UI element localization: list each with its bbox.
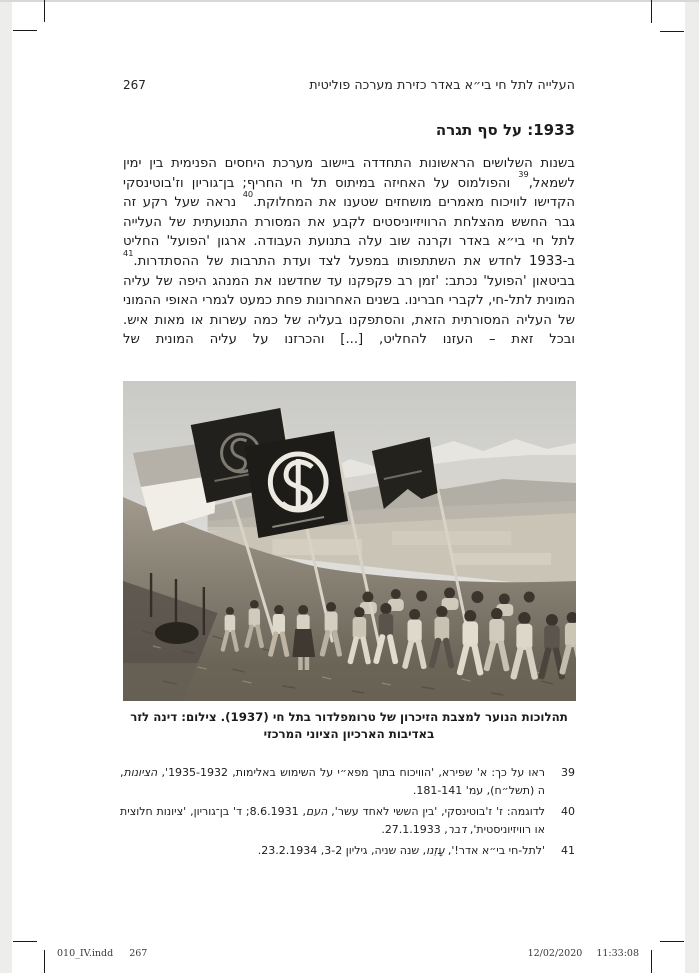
footnote-number: 41 xyxy=(561,844,575,857)
crop-mark xyxy=(44,950,45,973)
slug-left xyxy=(57,948,147,959)
crop-mark xyxy=(660,941,684,942)
running-header xyxy=(123,77,575,92)
footnote-number: 40 xyxy=(561,805,575,818)
text-segment: בביטאון 'הפועל' נכתב: 'זמן רב פקפקנו עד שחדשנו את המנהג היפה של עליה המונית לתל-חי, לקברי חברינו. בשנים האחרונות פחת כמעט לגמרי האופי ההמוני של העליה המסורתית הזאת, והסתפקנו בעליה של כמה עשרות או מאות איש. ובכל זאת – העזנו להחליט, [...] והכרזנו על עליה המונית של xyxy=(123,273,575,348)
text-segment: הציונות xyxy=(123,766,158,779)
crop-mark xyxy=(13,30,37,31)
text-segment: 'לתל-חי בי״א אדר!', xyxy=(444,844,545,857)
slug-page: 267 xyxy=(129,948,148,959)
photo-caption-line1: תהלוכות הנוער למצבת הזיכרון של טרומפלדור בתל חי (1937). צילום: דינה לזר xyxy=(130,710,568,724)
footnote-text xyxy=(120,764,545,800)
text-segment: עָזֵנו xyxy=(426,844,445,857)
text-segment: והפולמוס על האחיזה במיתוס תל חי החריף; בן־גוריון וז'בוטינסקי הקדישו לוויכוח מאמרים מושחזים שטענו את המחלוקת. xyxy=(123,175,575,211)
footnote-reference: 39 xyxy=(518,169,529,180)
historical-photo xyxy=(123,381,576,701)
text-segment: לדוגמה: ז' ז'בוטינסקי, 'בין הששי לאחד עשר', xyxy=(327,805,546,818)
running-header-title: העלייה לתל חי בי״א באדר כזירת מערכה פוליטית xyxy=(309,77,575,92)
footnote-number: 39 xyxy=(561,766,575,779)
footnote-reference: 41 xyxy=(123,247,134,258)
photo-illustration xyxy=(123,381,576,701)
text-segment: , ה (תשל״ח), עמ' 181-141. xyxy=(120,766,545,797)
page-number: 267 xyxy=(123,78,146,92)
text-segment: העם xyxy=(306,805,328,818)
footnotes-block xyxy=(120,764,575,863)
footnote-reference: 40 xyxy=(242,188,254,199)
slug-time: 11:33:08 xyxy=(596,948,639,959)
crop-mark xyxy=(13,941,37,942)
footnote-row xyxy=(120,764,575,800)
photo-caption xyxy=(111,709,587,743)
text-segment: דבר xyxy=(447,823,467,836)
footnote-text xyxy=(120,803,545,839)
text-segment: , שנה שניה, גיליון 3-2, 23.2.1934. xyxy=(257,844,427,857)
slug-right xyxy=(528,948,639,959)
crop-mark xyxy=(651,0,652,23)
crop-mark xyxy=(44,0,45,22)
text-segment: ראו על כך: א' שפירא, 'הוויכוח בתוך מפא״י על השימוש באלימות, 1935-1932', xyxy=(157,766,545,779)
slug-filename: 010_IV.indd xyxy=(57,948,114,959)
section-title: 1933: על סף תגרה xyxy=(435,121,575,139)
footnote-row xyxy=(120,842,575,860)
text-segment: נראה שעל רקע זה גבר החשש מהצלחת הרוויזיוניסטים לקבע את המסורת התנועתית של העלייה לתל חי בי״א באדר וקרנה שוב עלה בתנועת העבודה. ארגון 'הפועל' החליט ב-1933 לחדש את השתתפותו במפעל לצד ועדת התרבות של ההסתדרות. xyxy=(123,195,575,269)
photo-caption-line2: באדיבות הארכיון הציוני המרכזי xyxy=(263,727,435,741)
footnote-text xyxy=(120,842,545,860)
body-paragraph xyxy=(123,154,575,350)
crop-mark xyxy=(651,950,652,973)
slug-date: 12/02/2020 xyxy=(527,948,583,959)
footnote-row xyxy=(120,803,575,839)
crop-mark xyxy=(660,31,684,32)
text-segment: , 8.6.1931; ד' בן־גוריון, 'ציונות חלוצית או רוויזיוניסטית', xyxy=(120,805,545,836)
text-segment: בשנות השלושים הראשונות התחדדה ביישוב מערכת היחסים הפנימית בין ימין לשמאל, xyxy=(123,156,575,191)
text-segment: , 27.1.1933. xyxy=(381,823,448,836)
